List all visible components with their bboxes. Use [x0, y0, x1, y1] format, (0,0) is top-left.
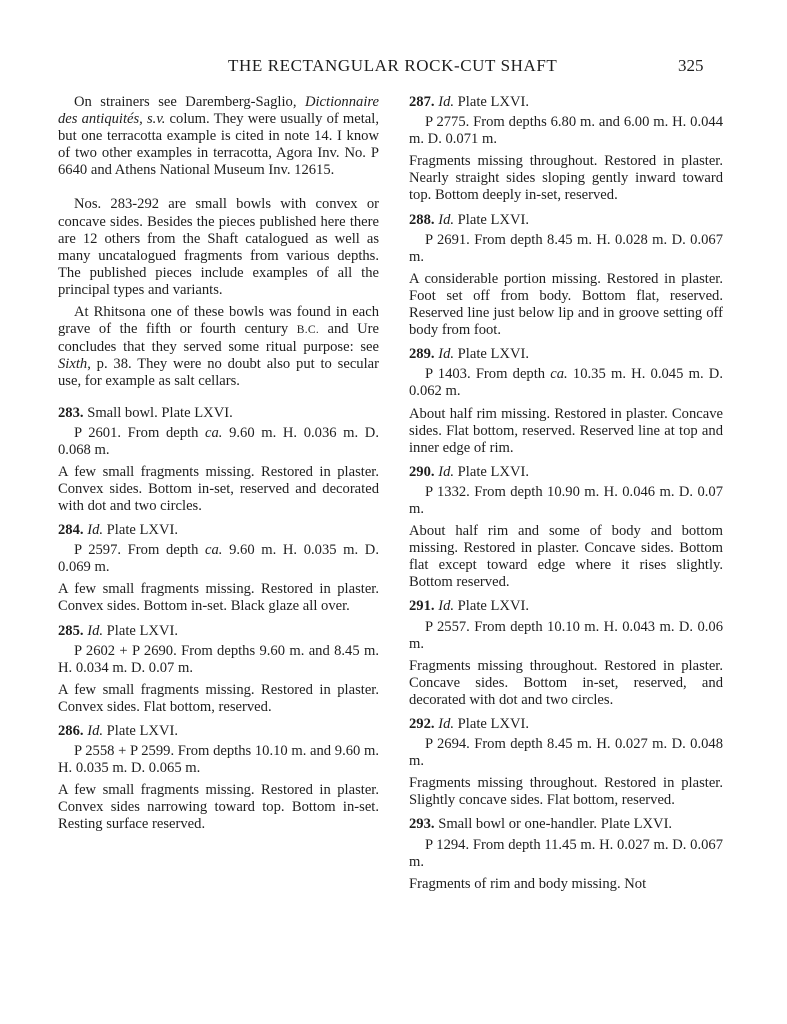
entry-heading: 287. Id. Plate LXVI.	[409, 94, 530, 110]
entry-heading: 289. Id. Plate LXVI.	[409, 346, 530, 363]
entry-data: P 2691. From depth 8.45 m. H. 0.028 m. D. 0.067 m.	[409, 231, 723, 265]
entry-data: P 1403. From depth ca. 10.35 m. H. 0.045 m. D. 0.062 m.	[409, 366, 723, 400]
entry-heading: 290. Id. Plate LXVI.	[409, 463, 530, 480]
catalogue-entry-287	[409, 94, 723, 205]
entry-description: Fragments of rim and body missing. Not	[409, 875, 647, 892]
entry-description: A few small fragments missing. Restored in plaster. Convex sides. Bottom in-set, reserved and decorated with dot and two circles.	[58, 463, 379, 514]
entry-heading: 283. Small bowl. Plate LXVI.	[58, 404, 233, 421]
entry-description: A few small fragments missing. Restored in plaster. Convex sides narrowing toward top. Bottom in-set. Resting surface reserved.	[58, 782, 379, 833]
catalogue-entry-284	[58, 522, 379, 615]
entry-data: P 1332. From depth 10.90 m. H. 0.046 m. D. 0.07 m.	[409, 483, 723, 517]
intro-paragraph: Nos. 283-292 are small bowls with convex or concave sides. Besides the pieces published here there are 12 others from the Shaft catalogued as well as many uncatalogued fragments from various depths. The published pieces include examples of all the principal types and variants.	[58, 196, 379, 298]
entry-description: A considerable portion missing. Restored in plaster. Foot set off from body. Bottom flat, reserved. Reserved line just below lip and in groove setting off body from foot.	[409, 270, 723, 339]
catalogue-entry-283	[58, 405, 379, 516]
entry-data: P 2601. From depth ca. 9.60 m. H. 0.036 m. D. 0.068 m.	[58, 424, 379, 458]
catalogue-entry-292	[409, 716, 723, 809]
catalogue-entry-293	[409, 816, 723, 892]
right-column	[409, 94, 723, 893]
entry-description: A few small fragments missing. Restored in plaster. Convex sides. Flat bottom, reserved.	[58, 681, 379, 715]
entry-heading: 291. Id. Plate LXVI.	[409, 598, 530, 615]
entry-data: P 2602 + P 2690. From depths 9.60 m. and 8.45 m. H. 0.034 m. D. 0.07 m.	[58, 642, 379, 676]
catalogue-entry-291	[409, 598, 723, 709]
entry-description: Fragments missing throughout. Restored in plaster. Slightly concave sides. Flat bottom, reserved.	[409, 775, 723, 809]
strainer-note: On strainers see Daremberg-Saglio, Dictionnaire des antiquités, s.v. colum. They were usually of metal, but one terracotta example is cited in note 14. I know of two other examples in terracotta, Agora Inv. No. P 6640 and Athens National Museum Inv. 12615.	[58, 94, 379, 179]
entry-description: About half rim and some of body and bottom missing. Restored in plaster. Concave sides. Bottom flat except toward edge where it rises slightly. Bottom reserved.	[409, 523, 723, 591]
entry-description: A few small fragments missing. Restored in plaster. Convex sides. Bottom in-set. Black glaze all over.	[58, 581, 379, 615]
entry-description: Fragments missing throughout. Restored in plaster. Concave sides. Bottom in-set, reserved, and decorated with dot and two circles.	[409, 657, 723, 708]
entry-heading: 288. Id. Plate LXVI.	[409, 211, 530, 228]
entry-heading: 293. Small bowl or one-handler. Plate LXVI.	[409, 816, 673, 833]
catalogue-entry-289	[409, 346, 723, 457]
entry-description: Fragments missing throughout. Restored in plaster. Nearly straight sides sloping gently inward toward top. Bottom deeply in-set, reserved.	[409, 153, 723, 204]
page-number: 325	[678, 56, 704, 75]
entry-data: P 1294. From depth 11.45 m. H. 0.027 m. D. 0.067 m.	[409, 836, 723, 870]
page-header	[0, 56, 787, 80]
entry-heading: 286. Id. Plate LXVI.	[58, 723, 179, 739]
entry-heading: 285. Id. Plate LXVI.	[58, 622, 179, 639]
catalogue-entry-288	[409, 212, 723, 340]
entry-description: About half rim missing. Restored in plaster. Concave sides. Flat bottom, reserved. Reserved line at top and inner edge of rim.	[409, 405, 723, 456]
entry-data: P 2694. From depth 8.45 m. H. 0.027 m. D. 0.048 m.	[409, 736, 723, 770]
entry-data: P 2775. From depths 6.80 m. and 6.00 m. H. 0.044 m. D. 0.071 m.	[409, 114, 723, 148]
left-column	[58, 94, 379, 834]
catalogue-entry-285	[58, 623, 379, 716]
entry-data: P 2558 + P 2599. From depths 10.10 m. and 9.60 m. H. 0.035 m. D. 0.065 m.	[58, 743, 379, 777]
entry-data: P 2597. From depth ca. 9.60 m. H. 0.035 m. D. 0.069 m.	[58, 542, 379, 576]
entry-heading: 292. Id. Plate LXVI.	[409, 716, 530, 732]
rhitsona-paragraph: At Rhitsona one of these bowls was found in each grave of the fifth or fourth century B.C. and Ure concludes that they served some ritual purpose: see Sixth, p. 38. They were no doubt also put to secular use, for example as salt cellars.	[58, 304, 379, 390]
entry-data: P 2557. From depth 10.10 m. H. 0.043 m. D. 0.06 m.	[409, 618, 723, 652]
catalogue-entry-286	[58, 723, 379, 834]
running-title: THE RECTANGULAR ROCK-CUT SHAFT	[228, 56, 558, 75]
entry-heading: 284. Id. Plate LXVI.	[58, 522, 179, 539]
catalogue-entry-290	[409, 464, 723, 592]
